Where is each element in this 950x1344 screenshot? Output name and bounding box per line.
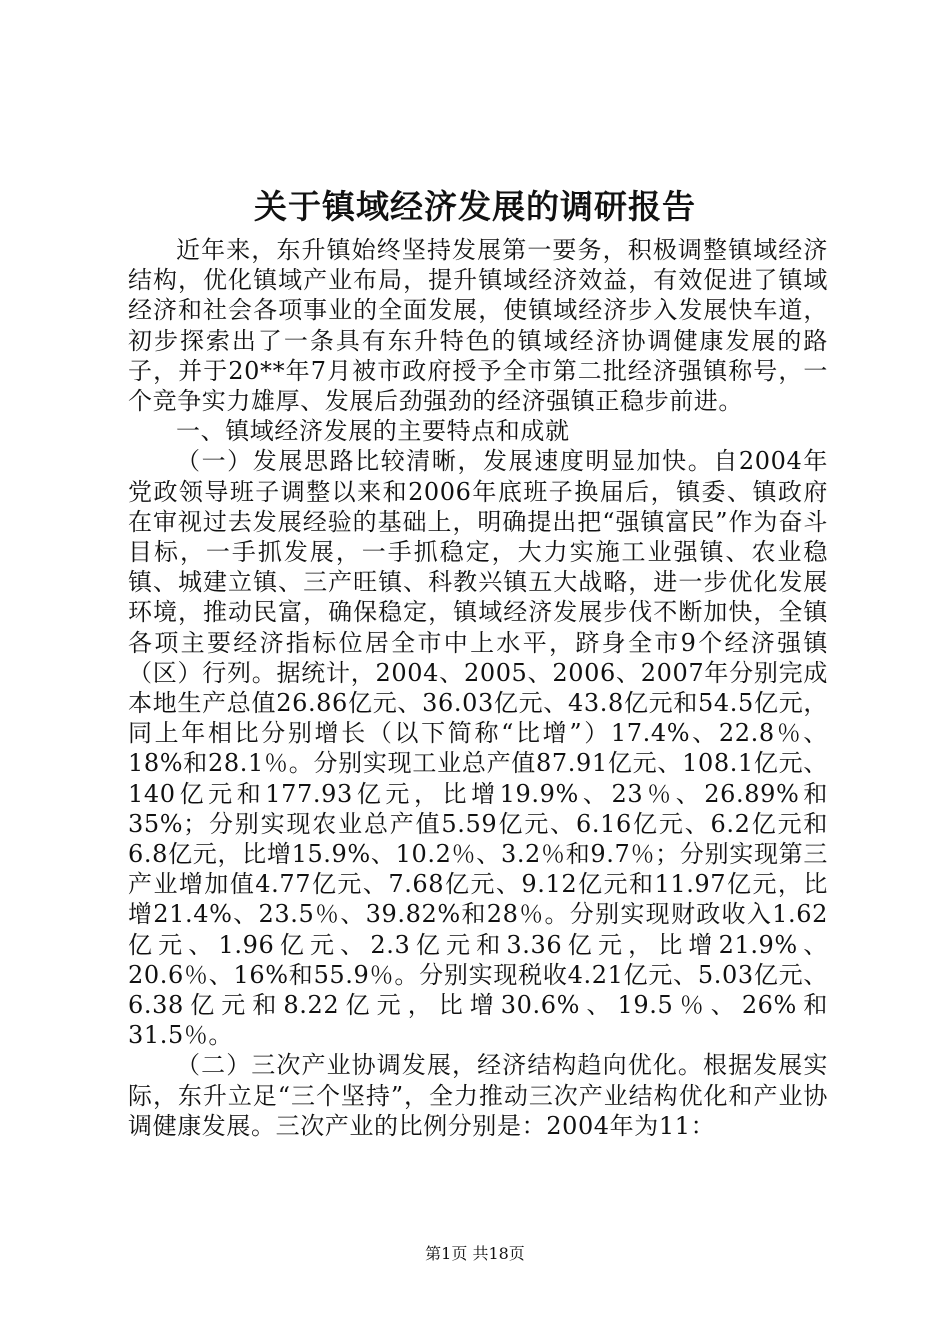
- paragraph-development-speed: （一）发展思路比较清晰，发展速度明显加快。自2004年党政领导班子调整以来和2006年底班子换届后，镇委、镇政府在审视过去发展经验的基础上，明确提出把“强镇富民”作为奋斗目标，一手抓发展，一手抓稳定，大力实施工业强镇、农业稳镇、城建立镇、三产旺镇、科教兴镇五大战略，进一步优化发展环境，推动民富，确保稳定，镇域经济发展步伐不断加快，全镇各项主要经济指标位居全市中上水平，跻身全市9个经济强镇（区）行列。据统计，2004、2005、2006、2007年分别完成本地生产总值26.86亿元、36.03亿元、43.8亿元和54.5亿元，同上年相比分别增长（以下简称“比增”）17.4%、22.8％、18%和28.1％。分别实现工业总产值87.91亿元、108.1亿元、140亿元和177.93亿元，比增19.9%、23％、26.89%和35%；分别实现农业总产值5.59亿元、6.16亿元、6.2亿元和6.8亿元，比增15.9%、10.2％、3.2％和9.7％；分别实现第三产业增加值4.77亿元、7.68亿元、9.12亿元和11.97亿元，比增21.4%、23.5％、39.82%和28％。分别实现财政收入1.62亿元、1.96亿元、2.3亿元和3.36亿元，比增21.9%、20.6％、16%和55.9％。分别实现税收4.21亿元、5.03亿元、6.38亿元和8.22亿元，比增30.6%、19.5％、26%和31.5％。: [128, 447, 828, 1050]
- section-heading: 一、镇域经济发展的主要特点和成就: [176, 417, 570, 446]
- paragraph-industry-structure: （二）三次产业协调发展，经济结构趋向优化。根据发展实际，东升立足“三个坚持”，全力推动三次产业结构优化和产业协调健康发展。三次产业的比例分别是：2004年为11：: [128, 1051, 828, 1140]
- document-title: 关于镇域经济发展的调研报告: [254, 187, 696, 226]
- document-body: [128, 235, 828, 1141]
- paragraph-intro: 近年来，东升镇始终坚持发展第一要务，积极调整镇域经济结构，优化镇域产业布局，提升镇域经济效益，有效促进了镇域经济和社会各项事业的全面发展，使镇域经济步入发展快车道，初步探索出了一条具有东升特色的镇域经济协调健康发展的路子，并于20**年7月被市政府授予全市第二批经济强镇称号，一个竞争实力雄厚、发展后劲强劲的经济强镇正稳步前进。: [128, 236, 828, 416]
- page-footer: 第1页 共18页: [425, 1244, 525, 1263]
